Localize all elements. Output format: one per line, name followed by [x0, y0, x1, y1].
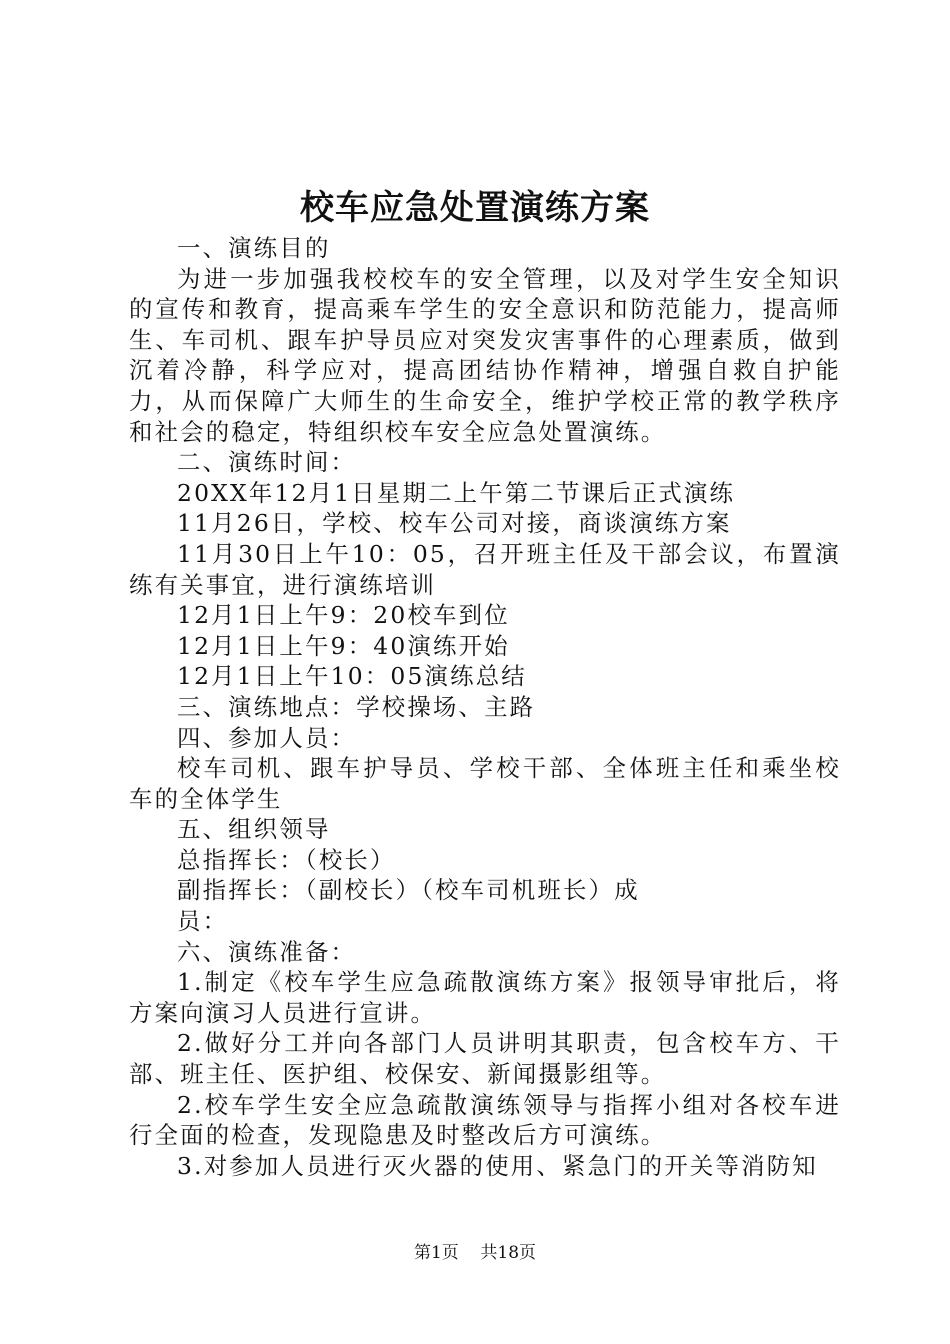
paragraph-purpose-text: 为进一步加强我校校车的安全管理，以及对学生安全知识的宣传和教育，提高乘车学生的安全意识和防范能力，提高师生、车司机、跟车护导员应对突发灾害事件的心理素质，做到沉着冷静，科学应对，提高团结协作精神，增强自救自护能力，从而保障广大师生的生命安全，维护学校正常的教学秩序和社会的稳定，特组织校车安全应急处置演练。: [129, 264, 841, 446]
schedule-line: 11月26日，学校、校车公司对接，商谈演练方案: [177, 509, 732, 538]
page-footer: [0, 1241, 950, 1265]
section-heading-time: 二、演练时间：: [177, 448, 357, 477]
section-heading-location: 三、演练地点：学校操场、主路: [177, 692, 536, 721]
schedule-line: 12月1日上午10：05演练总结: [177, 662, 527, 691]
page-separator: [464, 1243, 475, 1263]
leadership-line: 总指挥长：（校长）: [177, 845, 396, 874]
section-heading-preparation: 六、演练准备：: [177, 937, 357, 966]
section-heading-purpose: 一、演练目的: [177, 234, 331, 262]
document-body: [129, 233, 841, 1181]
page-number: 第1页: [413, 1243, 459, 1263]
document-title: 校车应急处置演练方案: [300, 188, 650, 228]
preparation-item: 2.校车学生安全应急疏散演练领导与指挥小组对各校车进行全面的检查，发现隐患及时整改后方可演练。: [129, 1090, 841, 1150]
total-pages: 共18页: [480, 1243, 537, 1263]
leadership-line: 副指挥长：（副校长）（校车司机班长）成: [177, 876, 640, 905]
leadership-line: 员：: [177, 907, 229, 936]
preparation-item: 1.制定《校车学生应急疏散演练方案》报领导审批后，将方案向演习人员进行宣讲。: [129, 968, 841, 1027]
schedule-line: 11月30日上午10：05，召开班主任及干部会议，布置演练有关事宜，进行演练培训: [129, 539, 841, 599]
schedule-line: 12月1日上午9：20校车到位: [177, 601, 510, 630]
section-heading-leadership: 五、组织领导: [177, 815, 331, 844]
paragraph-participants-text: 校车司机、跟车护导员、学校干部、全体班主任和乘坐校车的全体学生: [129, 754, 841, 813]
preparation-item: 3.对参加人员进行灭火器的使用、紧急门的开关等消防知: [177, 1151, 818, 1180]
section-heading-participants: 四、参加人员：: [177, 723, 357, 752]
schedule-line: 12月1日上午9：40演练开始: [177, 631, 510, 660]
preparation-item: 2.做好分工并向各部门人员讲明其职责，包含校车方、干部、班主任、医护组、校保安、新闻摄影组等。: [129, 1029, 841, 1089]
schedule-line: 20XX年12月1日星期二上午第二节课后正式演练: [177, 478, 736, 507]
